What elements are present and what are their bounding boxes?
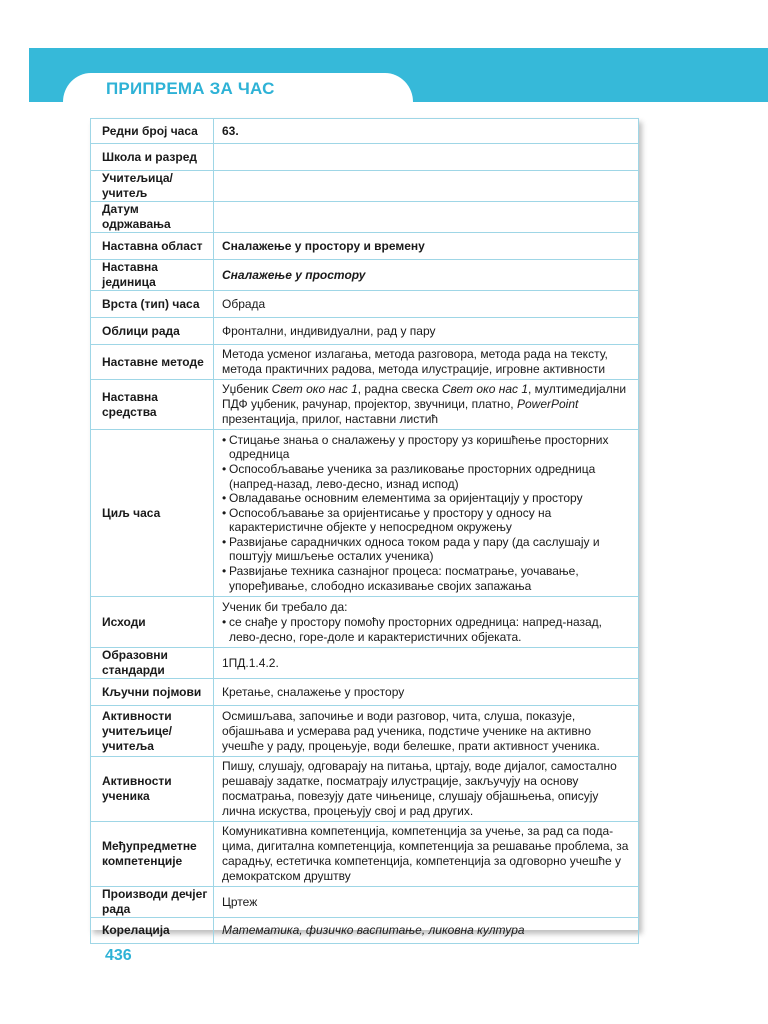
value-text: презентација, прилог, наставни листић <box>222 412 439 426</box>
list-item: • Развијање сарадничких односа током рада у пару (да саслушају и поштују мишљење осталих ученика) <box>222 535 632 564</box>
table-row <box>91 171 639 202</box>
row-value <box>214 430 639 597</box>
list-item: • Оспособљавање ученика за разликовање просторних одредница (напред-назад, лево-десно, изнад испод) <box>222 462 632 491</box>
table-row <box>91 119 639 144</box>
row-label: Активности ученика <box>91 757 214 822</box>
row-value <box>214 380 639 430</box>
row-value: 1ПД.1.4.2. <box>214 648 639 679</box>
table-row <box>91 918 639 944</box>
list-item: • се снађе у простору помоћу просторних одредница: напред-назад, лево-десно, горе-доле и карактеристичних објеката. <box>222 615 632 644</box>
value-text: , радна свеска <box>357 382 442 396</box>
row-label: Корелација <box>91 918 214 944</box>
row-label: Учитељица/ учитељ <box>91 171 214 202</box>
row-value: Сналажење у простору <box>214 260 639 291</box>
row-label: Исходи <box>91 597 214 648</box>
list-item: • Развијање техника сазнајног процеса: посматрање, уочавање, упоређивање, слободно исказивање својих запажања <box>222 564 632 593</box>
table-row <box>91 291 639 318</box>
table-row <box>91 345 639 380</box>
row-value <box>214 171 639 202</box>
row-label: Наставне методе <box>91 345 214 380</box>
row-value: Осмишљава, започиње и води разговор, чита, слуша, показује, објашњава и усмерава рад ученика, подстиче ученике на активно учешће у раду, процењује, води белешке, прати активност ученика. <box>214 706 639 757</box>
table-row <box>91 757 639 822</box>
list-item: • Овладавање основним елементима за оријентацију у простору <box>222 491 632 506</box>
row-value: Сналажење у простору и времену <box>214 233 639 260</box>
page-number: 436 <box>105 947 132 964</box>
row-label: Редни број часа <box>91 119 214 144</box>
row-value: 63. <box>214 119 639 144</box>
row-value <box>214 144 639 171</box>
row-label: Међупредметне компетенције <box>91 822 214 887</box>
row-label: Кључни појмови <box>91 679 214 706</box>
row-value <box>214 597 639 648</box>
row-label: Облици рада <box>91 318 214 345</box>
row-label: Наставна средства <box>91 380 214 430</box>
outcome-list <box>222 615 632 644</box>
table-row <box>91 706 639 757</box>
row-label: Циљ часа <box>91 430 214 597</box>
value-text: Уџбеник <box>222 382 272 396</box>
page-title: ПРИПРЕМА ЗА ЧАС <box>106 79 275 98</box>
table-row <box>91 679 639 706</box>
lesson-plan-card <box>90 118 639 937</box>
table-row <box>91 144 639 171</box>
row-value: Комуникативна компетенција, компетенција за учење, за рад са подацима, дигитална компетенција, компетенција за решавање проблема, за сарадњу, естетичка компетенција, компетенција за одговорно учешће у демократском друштву <box>214 822 639 887</box>
row-value <box>214 202 639 233</box>
list-item: • Стицање знања о сналажењу у простору уз коришћење просторних одредница <box>222 433 632 462</box>
row-value: Цртеж <box>214 887 639 918</box>
book-title: Свет око нас 1 <box>441 382 529 396</box>
row-label: Активности учитељице/ учитеља <box>91 706 214 757</box>
row-value: Обрада <box>214 291 639 318</box>
table-row <box>91 822 639 887</box>
row-label: Образовни стандарди <box>91 648 214 679</box>
table-row <box>91 318 639 345</box>
table-row <box>91 233 639 260</box>
table-row <box>91 202 639 233</box>
software-name: PowerPoint <box>516 397 579 411</box>
row-value: Метода усменог излагања, метода разговора, метода рада на тексту, метода практичних радова, метода илустрације, игровне активности <box>214 345 639 380</box>
list-item: • Оспособљавање за оријентисање у простору у односу на карактеристичне објекте у непосредном окружењу <box>222 506 632 535</box>
table-row <box>91 380 639 430</box>
table-row <box>91 887 639 918</box>
goal-list <box>222 433 632 594</box>
row-value: Кретање, сналажење у простору <box>214 679 639 706</box>
row-label: Врста (тип) часа <box>91 291 214 318</box>
row-label: Наставна област <box>91 233 214 260</box>
row-label: Производи дечјег рада <box>91 887 214 918</box>
table-row <box>91 260 639 291</box>
row-label: Наставна јединица <box>91 260 214 291</box>
book-title: Свет око нас 1 <box>271 382 358 396</box>
outcome-intro: Ученик би требало да: <box>222 599 348 614</box>
table-row <box>91 597 639 648</box>
row-label: Датум одржавања <box>91 202 214 233</box>
row-label: Школа и разред <box>91 144 214 171</box>
row-value: Математика, физичко васпитање, ликовна култура <box>214 918 639 944</box>
lesson-plan-table <box>90 118 639 944</box>
table-row <box>91 430 639 597</box>
table-row <box>91 648 639 679</box>
value-text: , мултимедијални ПДФ уџбеник, рачунар, пројектор, звучници, платно, <box>222 382 627 411</box>
row-value: Фронтални, индивидуални, рад у пару <box>214 318 639 345</box>
row-value: Пишу, слушају, одговарају на питања, цртају, воде дијалог, самостално решавају задатке, посматрају илустрације, закључују на основу посматрања, повезују дате чињенице, слушају објашњења, описују лична искуства, процењују свој и рад других. <box>214 757 639 822</box>
